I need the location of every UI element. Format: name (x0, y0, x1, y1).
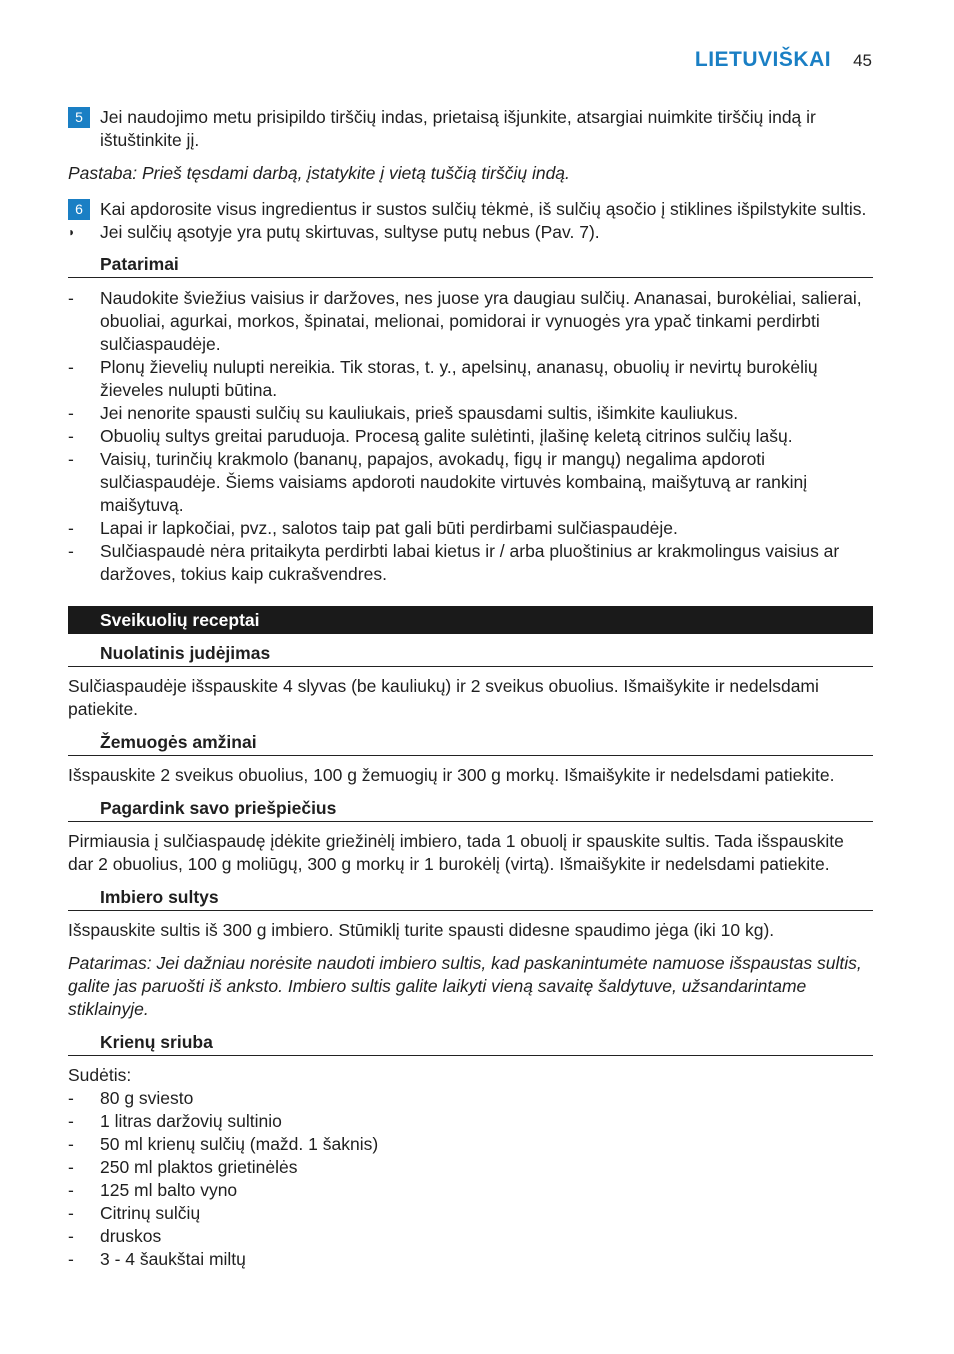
ingredients-list (68, 1087, 873, 1271)
tip-item-text: Obuolių sultys greitai paruduoja. Procesą galite sulėtinti, įlašinę keletą citrinos sulčių lašų. (100, 426, 793, 446)
note: Pastaba: Prieš tęsdami darbą, įstatykite į vietą tuščią tirščių indą. (68, 163, 570, 183)
page-number: 45 (853, 51, 872, 70)
dash-marker: - (68, 1249, 74, 1269)
recipe-title: Krienų sriuba (68, 1031, 873, 1056)
dash-marker: - (68, 541, 74, 561)
language-label: LIETUVIŠKAI (694, 48, 832, 71)
dash-marker: - (68, 288, 74, 308)
tip-item (68, 517, 873, 540)
page-content (68, 106, 873, 1271)
dash-marker: - (68, 449, 74, 469)
recipe-text: Pirmiausia į sulčiaspaudę įdėkite griežinėlį imbiero, tada 1 obuolį ir spauskite sultis. Tada išspauskite dar 2 obuolius, 100 g moliūgų, 300 g morkų ir 1 burokėlį (virtą). Išmaišykite ir nedelsdami patiekite. (68, 831, 844, 874)
tip-item (68, 287, 873, 356)
tip-item-text: Naudokite šviežius vaisius ir daržoves, nes juose yra daugiau sulčių. Ananasai, burokėliai, salierai, obuoliai, agurkai, morkos, špinatai, melionai, pomidorai ir vynuogės yra ypač tinkami perdirbti sulčiaspaudėje. (100, 288, 862, 354)
recipe-text: Išspauskite 2 sveikus obuolius, 100 g žemuogių ir 300 g morkų. Išmaišykite ir nedelsdami patiekite. (68, 765, 835, 785)
dash-marker: - (68, 1088, 74, 1108)
bullet-icon: ◗ (68, 225, 76, 239)
ingredient-item (68, 1110, 873, 1133)
ingredient-item-text: 50 ml krienų sulčių (mažd. 1 šaknis) (100, 1134, 379, 1154)
ingredient-item-text: 1 litras daržovių sultinio (100, 1111, 282, 1131)
recipe-text: Sulčiaspaudėje išspauskite 4 slyvas (be kauliukų) ir 2 sveikus obuolius. Išmaišykite ir nedelsdami patiekite. (68, 676, 819, 719)
ingredient-item-text: druskos (100, 1226, 162, 1246)
tip-item-text: Jei nenorite spausti sulčių su kauliukais, prieš spausdami sultis, išimkite kauliukus. (100, 403, 739, 423)
tip-item-text: Plonų žievelių nulupti nereikia. Tik storas, t. y., apelsinų, ananasų, obuolių ir nevirtų burokėlių žieveles nulupti būtina. (100, 357, 818, 400)
ingredient-item-text: 3 - 4 šaukštai miltų (100, 1249, 246, 1269)
dash-marker: - (68, 1180, 74, 1200)
ingredient-item-text: 125 ml balto vyno (100, 1180, 238, 1200)
ingredients-intro: Sudėtis: (68, 1065, 132, 1085)
step-6 (68, 198, 873, 221)
tip-item (68, 356, 873, 402)
ingredient-item (68, 1156, 873, 1179)
tips-list (68, 287, 873, 586)
recipe-title: Žemuogės amžinai (68, 731, 873, 756)
ingredient-item (68, 1225, 873, 1248)
ingredient-item-text: 80 g sviesto (100, 1088, 194, 1108)
tip-item (68, 540, 873, 586)
step-5 (68, 106, 873, 152)
section-bar-recipes: Sveikuolių receptai (68, 606, 873, 634)
tip-item (68, 448, 873, 517)
bullet-text: Jei sulčių ąsotyje yra putų skirtuvas, sultyse putų nebus (Pav. 7). (100, 222, 600, 242)
ingredient-item (68, 1202, 873, 1225)
recipe-text: Išspauskite sultis iš 300 g imbiero. Stūmiklį turite spausti didesne spaudimo jėga (iki 10 kg). (68, 920, 775, 940)
dash-marker: - (68, 426, 74, 446)
dash-marker: - (68, 357, 74, 377)
tip-item (68, 402, 873, 425)
recipe-title: Pagardink savo priešpiečius (68, 797, 873, 822)
ingredient-item-text: Citrinų sulčių (100, 1203, 201, 1223)
recipe-title: Imbiero sultys (68, 886, 873, 911)
ingredient-item (68, 1248, 873, 1271)
dash-marker: - (68, 1203, 74, 1223)
dash-marker: - (68, 403, 74, 423)
tip-item-text: Vaisių, turinčių krakmolo (bananų, papajos, avokadų, figų ir mangų) negalima apdoroti sulčiaspaudėje. Šiems vaisiams apdoroti naudokite virtuvės kombainą, maišytuvą ar rankinį maišytuvą. (100, 449, 808, 515)
dash-marker: - (68, 1134, 74, 1154)
tip-item (68, 425, 873, 448)
ingredient-item (68, 1087, 873, 1110)
bullet-item (68, 221, 873, 244)
dash-marker: - (68, 1111, 74, 1131)
recipe-title: Nuolatinis judėjimas (68, 642, 873, 667)
dash-marker: - (68, 1157, 74, 1177)
step-text: Jei naudojimo metu prisipildo tirščių indas, prietaisą išjunkite, atsargiai nuimkite tirščių indą ir ištuštinkite jį. (100, 107, 816, 150)
step-number-badge: 5 (68, 107, 90, 128)
ingredient-item-text: 250 ml plaktos grietinėlės (100, 1157, 298, 1177)
recipe-tip: Patarimas: Jei dažniau norėsite naudoti imbiero sultis, kad paskanintumėte namuose išspaustas sultis, galite jas paruošti iš anksto. Imbiero sultis galite laikyti vieną savaitę šaldytuve, užsandarintame stiklainyje. (68, 953, 862, 1019)
ingredient-item (68, 1179, 873, 1202)
section-heading-tips: Patarimai (68, 253, 873, 278)
step-text: Kai apdorosite visus ingredientus ir sustos sulčių tėkmė, iš sulčių ąsočio į stiklines išpilstykite sultis. (100, 199, 867, 219)
page-header (695, 48, 872, 72)
tip-item-text: Lapai ir lapkočiai, pvz., salotos taip pat gali būti perdirbami sulčiaspaudėje. (100, 518, 678, 538)
tip-item-text: Sulčiaspaudė nėra pritaikyta perdirbti labai kietus ir / arba pluoštinius ar krakmolingus vaisius ar daržoves, tokius kaip cukrašvendres. (100, 541, 840, 584)
ingredient-item (68, 1133, 873, 1156)
step-number-badge: 6 (68, 199, 90, 220)
dash-marker: - (68, 518, 74, 538)
dash-marker: - (68, 1226, 74, 1246)
